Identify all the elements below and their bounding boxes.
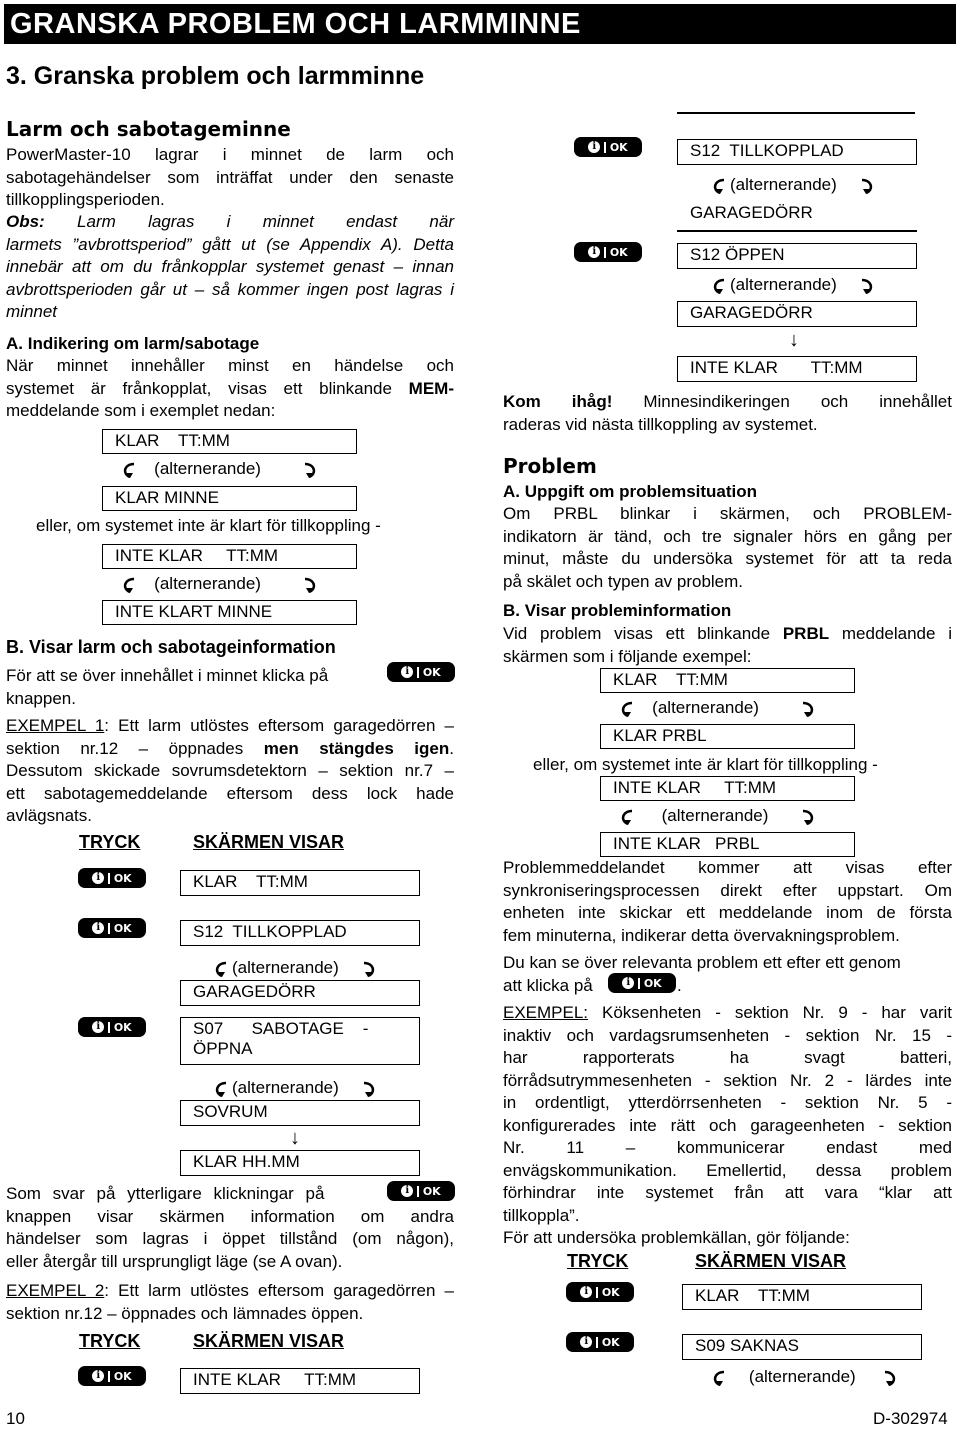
lcd-ready-problem: KLAR PRBL (600, 724, 855, 749)
rotate-left-icon (118, 575, 140, 595)
alternating-indicator: (alternerande) (708, 174, 878, 196)
page-number: 10 (6, 1409, 25, 1428)
lcd-ready: KLAR TT:MM (102, 429, 357, 454)
lcd-ready: KLAR TT:MM (180, 870, 420, 896)
rotate-right-icon (797, 807, 819, 827)
rotate-right-icon (879, 1368, 901, 1388)
remember-note: Kom ihåg! Minnesindikeringen och innehållet raderas vid nästa tillkoppling av systemet. (503, 392, 952, 434)
divider (677, 230, 917, 232)
info-ok-button[interactable]: i OK (387, 662, 455, 682)
info-ok-button[interactable]: i OK (78, 1366, 146, 1386)
lcd-not-ready-memory: INTE KLART MINNE (102, 600, 357, 625)
info-ok-button[interactable]: i OK (387, 1181, 455, 1201)
alternating-indicator: (alternerande) (616, 805, 819, 827)
info-ok-button[interactable]: i OK (78, 918, 146, 938)
rotate-left-icon (708, 1368, 730, 1388)
info-icon: i (588, 141, 600, 153)
problem-a-heading: A. Uppgift om problemsituation (503, 482, 758, 501)
col-press-header: TRYCK (567, 1251, 629, 1271)
alternating-indicator: (alternerande) (708, 274, 878, 296)
or-not-ready-text: eller, om systemet inte är klart för tillkoppling - (36, 516, 381, 535)
lcd-zone-name: GARAGEDÖRR (690, 203, 813, 222)
alternating-indicator: (alternerande) (118, 458, 321, 480)
problem-b-heading: B. Visar probleminformation (503, 601, 732, 620)
show-info-heading: B. Visar larm och sabotageinformation (6, 637, 336, 657)
further-clicks-text: Som svar på ytterligare klickningar på knappen visar skärmen information om andra händelser som lagras i öppet tillstånd (om någon), eller återgår till ursprungligt läge (se A ovan). (6, 1184, 454, 1271)
rotate-left-icon (118, 460, 140, 480)
alternating-indicator: (alternerande) (210, 957, 380, 979)
info-ok-button[interactable]: i OK (574, 242, 642, 262)
rotate-left-icon (210, 1079, 232, 1099)
alternating-indicator: (alternerande) (616, 697, 819, 719)
rotate-right-icon (797, 699, 819, 719)
alternating-indicator: (alternerande) (210, 1077, 380, 1099)
info-ok-button[interactable]: i OK (608, 973, 676, 993)
problem-heading: Problem (503, 454, 597, 478)
rotate-left-icon (616, 807, 638, 827)
info-icon: i (401, 666, 413, 678)
alternating-indicator: (alternerande) (708, 1366, 901, 1388)
steps-text: För att undersöka problemkällan, gör följande: (503, 1228, 850, 1247)
rotate-right-icon (856, 276, 878, 296)
example-1-text: EXEMPEL 1: Ett larm utlöstes eftersom garagedörren – sektion nr.12 – öppnades men stängdes igen. Dessutom skickade sovrumsdetektorn – sektion nr.7 – ett sabotagemeddelande eftersom dess lock hade avlägsnats. (6, 716, 455, 825)
section-title: 3. Granska problem och larmminne (6, 62, 425, 90)
col-press-header: TRYCK (79, 1331, 141, 1351)
lcd-not-ready: INTE KLAR TT:MM (102, 544, 357, 569)
rotate-left-icon (210, 959, 232, 979)
lcd-ready-time: KLAR HH.MM (180, 1150, 420, 1176)
lcd-not-ready-problem: INTE KLAR PRBL (600, 832, 855, 857)
rotate-right-icon (358, 959, 380, 979)
sync-text: Problemmeddelandet kommer att visas efter synkroniseringsprocessen direkt efter uppstart. Om enheten inte skickar ett meddelande inom de första fem minuterna, indikerar detta övervakningsproblem. (503, 858, 952, 945)
problem-example-text: EXEMPEL: Köksenheten - sektion Nr. 9 - har varit inaktiv och vardagsrumsenheten - sektion Nr. 15 - har rapporterats ha svagt batteri, förrådsutrymmesenheten - sektion Nr. 2 - lärdes inte in ordentligt, ytterdörrsenheten - sektion Nr. 5 - konfigurerades inte rätt och garageenheten - sektion Nr. 11 – kommunicerar endast med envägskommunikation. Emellertid, dessa problem förhindrar inte systemet från att vara “klar att tillkoppla”. (503, 1003, 952, 1225)
rotate-left-icon (708, 176, 730, 196)
info-icon: i (92, 922, 104, 934)
col-screen-header: SKÄRMEN VISAR (193, 1331, 345, 1351)
rotate-right-icon (299, 575, 321, 595)
col-press-header: TRYCK (79, 832, 141, 852)
review-text: Du kan se över relevanta problem ett efter ett genom (503, 953, 901, 972)
alarm-memory-heading: Larm och sabotageminne (6, 117, 291, 141)
lcd-zone-missing: S09 SAKNAS (682, 1334, 922, 1360)
lcd-zone-open: S12 ÖPPEN (677, 243, 917, 269)
lcd-not-ready: INTE KLAR TT:MM (677, 356, 917, 382)
lcd-zone-name: GARAGEDÖRR (180, 980, 420, 1006)
info-ok-button[interactable]: i OK (78, 1017, 146, 1037)
info-ok-button[interactable]: i OK (566, 1282, 634, 1302)
problem-b-text: Vid problem visas ett blinkande PRBL meddelande i skärmen som i följande exempel: (503, 624, 952, 666)
indication-text: När minnet innehåller minst en händelse och systemet är frånkopplat, visas ett blinkande MEM- meddelande som i exemplet nedan: (6, 356, 454, 420)
arrow-down-icon: ↓ (789, 329, 799, 351)
info-icon: i (580, 1336, 592, 1348)
indication-heading: A. Indikering om larm/sabotage (6, 334, 260, 353)
info-ok-button[interactable]: i OK (574, 137, 642, 157)
col-screen-header: SKÄRMEN VISAR (193, 832, 345, 852)
example-2-text: EXEMPEL 2: Ett larm utlöstes eftersom garagedörren – sektion nr.12 – öppnades och lämnades öppen. (6, 1281, 455, 1323)
info-icon: i (401, 1185, 413, 1197)
lcd-zone-name: GARAGEDÖRR (677, 301, 917, 327)
lcd-not-ready: INTE KLAR TT:MM (180, 1368, 420, 1394)
info-icon: i (622, 977, 634, 989)
review-text-2: att klicka på (503, 976, 593, 995)
info-icon: i (92, 1370, 104, 1382)
lcd-ready: KLAR TT:MM (600, 668, 855, 693)
obs-note: Obs: Larm lagras i minnet endast när larmets ”avbrottsperiod” gått ut (se Appendix A). Detta innebär att om du frånkopplar systemet genast – innan avbrottsperioden går ut – så kommer ingen post lagras i minnet (6, 212, 454, 321)
lcd-tamper: S07 SABOTAGE - ÖPPNA (180, 1017, 420, 1065)
rotate-right-icon (358, 1079, 380, 1099)
rotate-right-icon (299, 460, 321, 480)
lcd-zone-armed: S12 TILLKOPPLAD (677, 139, 917, 165)
lcd-ready: KLAR TT:MM (682, 1284, 922, 1310)
alternating-indicator: (alternerande) (118, 573, 321, 595)
or-not-ready-text: eller, om systemet inte är klart för tillkoppling - (533, 755, 878, 774)
info-icon: i (588, 246, 600, 258)
document-id: D-302974 (873, 1409, 948, 1428)
info-icon: i (92, 872, 104, 884)
lcd-zone-armed: S12 TILLKOPPLAD (180, 920, 420, 946)
alarm-intro: PowerMaster-10 lagrar i minnet de larm och sabotagehändelser som inträffat under den senaste tillkopplingsperioden. (6, 145, 454, 209)
lcd-bedroom: SOVRUM (180, 1100, 420, 1126)
rotate-right-icon (856, 176, 878, 196)
rotate-left-icon (616, 699, 638, 719)
divider (677, 112, 915, 114)
lcd-ready-memory: KLAR MINNE (102, 486, 357, 511)
info-ok-button[interactable]: i OK (78, 868, 146, 888)
rotate-left-icon (708, 276, 730, 296)
show-info-text-2: knappen. (6, 689, 76, 708)
col-screen-header: SKÄRMEN VISAR (695, 1251, 847, 1271)
show-info-text: För att se över innehållet i minnet klicka på (6, 666, 329, 685)
lcd-not-ready: INTE KLAR TT:MM (600, 776, 855, 801)
info-icon: i (92, 1021, 104, 1033)
arrow-down-icon: ↓ (290, 1127, 300, 1149)
page-header: GRANSKA PROBLEM OCH LARMMINNE (4, 4, 956, 44)
info-icon: i (580, 1286, 592, 1298)
info-ok-button[interactable]: i OK (566, 1332, 634, 1352)
problem-a-text: Om PRBL blinkar i skärmen, och PROBLEM- indikatorn är tänd, och tre signaler hörs en gång per minut, måste du undersöka systemet för att ta reda på skälet och typen av problem. (503, 504, 952, 591)
period: . (677, 976, 682, 995)
